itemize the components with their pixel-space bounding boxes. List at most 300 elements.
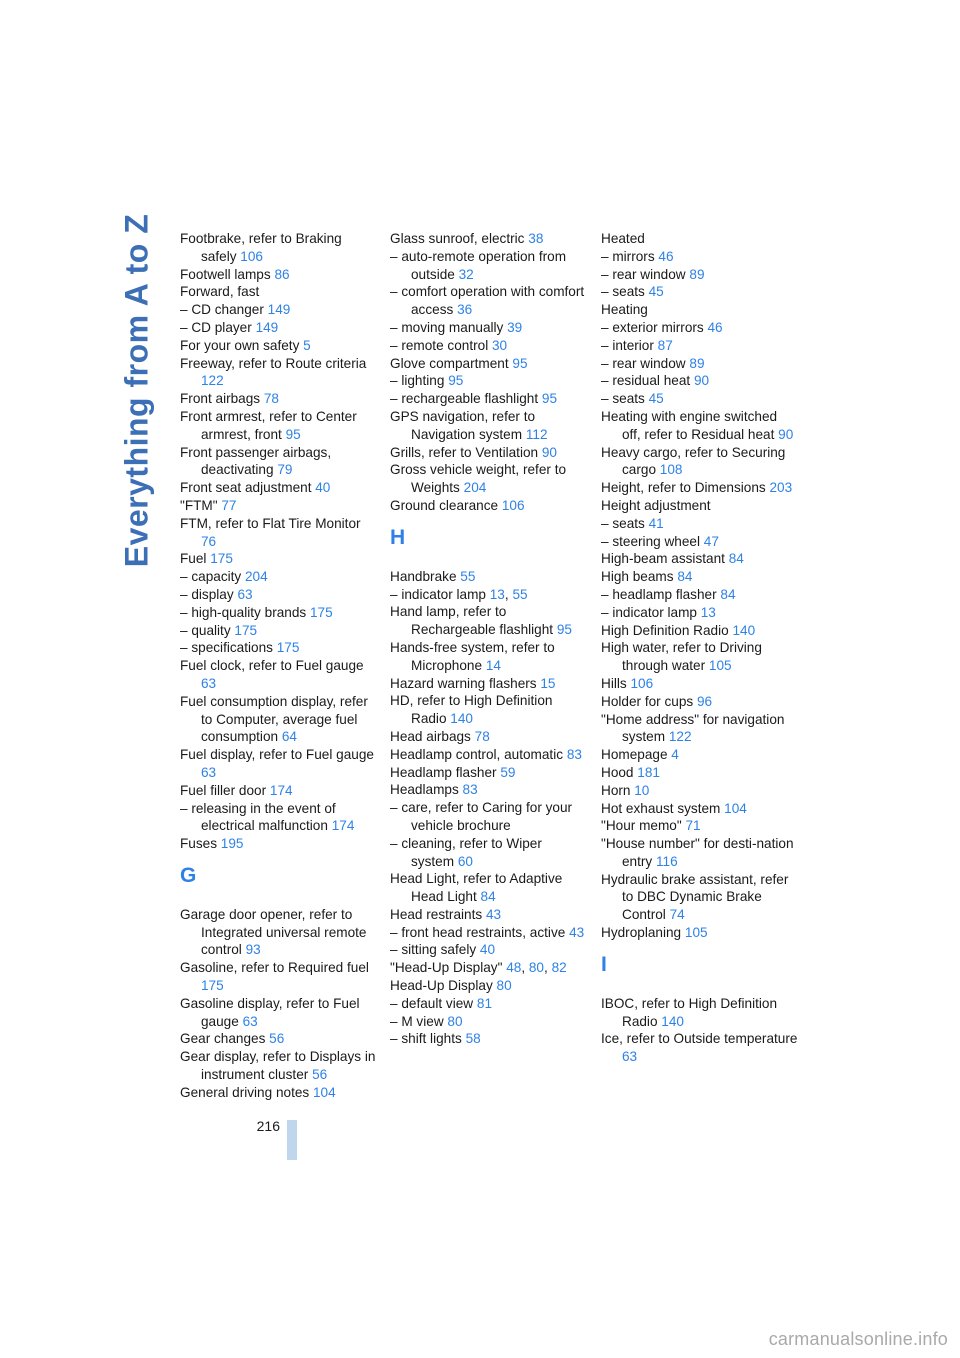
page-reference-link[interactable]: 77 [221,497,237,513]
index-entry [180,515,378,551]
index-entry-term: Height, refer to Dimensions [601,480,770,496]
index-entry [390,248,588,284]
index-entry [390,728,588,746]
index-entry [601,479,799,497]
page-reference-link[interactable]: 175 [276,640,300,656]
index-entry-term: Gross vehicle weight, refer to Weights [390,462,567,496]
index-entry-term: Front airbags [180,391,264,407]
page-reference-link[interactable]: 55 [460,568,476,584]
index-entry-term: Garage door opener, refer to Integrated universal remote control [180,906,367,958]
page-reference-link[interactable]: 204 [463,480,487,496]
page-reference-link[interactable]: 86 [274,266,290,282]
page-reference-link[interactable]: 105 [708,658,732,674]
page-reference-link[interactable]: 104 [313,1084,336,1100]
index-entry-term: Footwell lamps [180,266,275,282]
index-entry [180,995,378,1031]
index-entry-term: – seats [601,391,649,407]
page-reference-link[interactable]: 175 [210,551,233,567]
index-entry [390,924,588,942]
index-entry [601,622,799,640]
index-entry-term: – front head restraints, active [390,924,570,940]
index-entry [390,603,588,639]
index-entry-term: Ground clearance [390,497,502,513]
page-reference-link[interactable]: 122 [201,373,224,389]
index-entry [390,977,588,995]
page-reference-link[interactable]: 140 [661,1013,684,1029]
page-reference-link[interactable]: 95 [448,373,464,389]
index-entry-term: Head restraints [390,906,486,922]
page-reference-link[interactable]: 38 [528,231,544,246]
index-entry-term: FTM, refer to Flat Tire Monitor [180,515,361,531]
index-entry-term: – rechargeable flashlight [390,391,542,407]
index-entry [180,959,378,995]
index-entry-term: Heated [601,231,645,246]
index-entry [601,301,799,319]
page-reference-link[interactable]: 63 [242,1013,258,1029]
page-reference-link[interactable]: 5 [303,337,311,353]
index-entry [180,1048,378,1084]
index-entry-term: Fuses [180,836,221,852]
page-reference-link[interactable]: 79 [277,462,293,478]
page-reference-link[interactable]: 43 [569,924,585,940]
index-entry [180,568,378,586]
index-entry [390,461,588,497]
page-reference-link[interactable]: 41 [648,515,664,531]
index-entry-term: High beams [601,569,678,585]
index-entry-term: Homepage [601,747,672,763]
index-entry [390,870,588,906]
page-reference-link[interactable]: 175 [234,622,258,638]
index-entry [601,533,799,551]
index-entry-term: – indicator lamp [601,604,701,620]
page-reference-link[interactable]: 195 [220,836,244,852]
page-reference-link[interactable]: 14 [485,657,501,673]
index-entry-term: Ice, refer to Outside temperature [601,1031,798,1047]
index-entry-term: Freeway, refer to Route criteria [180,355,367,371]
index-entry-term: Hazard warning flashers [390,675,541,691]
page-reference-link[interactable]: 40 [479,942,496,958]
index-entry-term: "House number" for desti-nation entry [601,836,794,869]
page-reference-link[interactable]: 46 [658,248,674,264]
index-entry [601,319,799,337]
index-entry-term: – exterior mirrors [601,319,708,335]
page-reference-link[interactable]: 80 [496,978,512,994]
page-reference-link[interactable]: 105 [684,925,708,941]
section-letter-heading: H [390,525,406,549]
page-reference-link[interactable]: 45 [648,391,664,407]
page-reference-link[interactable]: 149 [255,319,279,335]
index-entry-term: – specifications [180,640,277,656]
page-reference-link[interactable]: 59 [500,764,516,780]
index-entry-term: – steering wheel [601,533,704,549]
index-entry-term: Heating [601,302,648,318]
index-entry [601,1030,799,1066]
index-entry [601,693,799,711]
index-entry [390,764,588,782]
index-entry-term: High-beam assistant [601,551,729,567]
index-entry-term: Hot exhaust system [601,800,725,816]
index-entry [390,408,588,444]
page-reference-link[interactable]: 95 [541,391,558,407]
index-entry [601,355,799,373]
index-entry-term: Hills [601,675,631,691]
page-reference-link[interactable]: 64 [281,729,297,745]
index-entry-term: Fuel display, refer to Fuel gauge [180,747,374,763]
index-entry-term: Gear changes [180,1031,270,1047]
index-entry [180,444,378,480]
index-entry [390,319,588,337]
index-entry [601,515,799,533]
index-entry-term: "Head-Up Display" [390,960,507,976]
index-entry-term: – care, refer to Caring for your vehicle brochure [390,800,573,833]
section-letter-heading: G [180,863,197,887]
page-reference-link[interactable]: 63 [622,1049,638,1065]
index-entry [601,924,799,942]
page-reference-link[interactable]: 63 [237,586,253,602]
index-entry [180,230,378,266]
page-reference-link[interactable]: 90 [693,373,710,389]
index-entry-term: GPS navigation, refer to Navigation system [390,408,536,442]
index-entry [180,586,378,604]
index-entry [390,372,588,390]
page-reference-link[interactable]: 4 [671,747,679,763]
page-reference-link[interactable]: 84 [728,551,744,567]
index-entry [601,639,799,675]
page-reference-link[interactable]: 116 [656,853,678,869]
index-entry-term: HD, refer to High Definition Radio [390,693,553,727]
index-entry-term: Front passenger airbags, deactivating [180,444,332,478]
page-reference-link[interactable]: 58 [465,1031,481,1047]
index-entry-term: – headlamp flasher [601,586,721,602]
index-entry-term: Gear display, refer to Displays in instrument cluster [180,1049,376,1083]
index-entry-term: Headlamp flasher [390,764,501,780]
index-entry [390,444,588,462]
index-entry [180,800,378,836]
index-entry-term: High water, refer to Driving through water [601,640,762,674]
page-reference-link[interactable]: 203 [769,480,793,496]
page-reference-link[interactable]: 56 [269,1031,285,1047]
page-reference-link[interactable]: 112 [525,426,548,442]
index-entry-term: Height adjustment [601,497,711,513]
index-entry [390,675,588,693]
index-entry-term: Glove compartment [390,355,513,371]
index-entry [601,871,799,924]
index-entry-term: Head airbags [390,728,475,744]
index-entry [180,746,378,782]
index-entry-term: – rear window [601,266,690,282]
index-entry: "Head-Up Display" 48, 80, 82 [390,960,567,976]
index-entry [180,337,378,355]
index-entry-term: Hand lamp, refer to Rechargeable flashlight [390,604,557,638]
section-letter-heading: I [601,952,607,976]
index-entry [390,799,588,835]
index-entry [180,479,378,497]
page-reference-link[interactable]: 95 [556,622,572,638]
index-entry [390,906,588,924]
index-entry-term: – mirrors [601,248,659,264]
index-entry [390,355,588,373]
page-reference-link[interactable]: 106 [630,675,654,691]
page-reference-link[interactable]: 174 [269,782,293,798]
index-entry-term: Fuel filler door [180,782,270,798]
index-entry [601,550,799,568]
page-reference-link[interactable]: 149 [267,302,291,318]
index-entry-term: – M view [390,1013,448,1029]
watermark-text: carmanualsonline.info [768,1329,948,1349]
index-entry-term: Hands-free system, refer to Microphone [390,639,555,673]
index-entry-term: – residual heat [601,373,694,389]
index-entry-term: – comfort operation with comfort access [390,284,585,318]
index-entry-term: High Definition Radio [601,622,733,638]
page-reference-link[interactable]: 84 [480,889,496,905]
page-number-bar [287,1120,297,1160]
index-entry [390,337,588,355]
index-entry [390,995,588,1013]
page-reference-link[interactable]: 84 [677,569,693,585]
page-reference-link[interactable]: 39 [507,319,523,335]
page-reference-link[interactable]: 76 [201,533,217,549]
index-entry [180,266,378,284]
index-entry [601,497,799,515]
index-entry [390,497,588,515]
index-entry [601,604,799,622]
index-entry [390,835,588,871]
index-entry [601,283,799,301]
index-entry [180,550,378,568]
page-reference-link[interactable]: 175 [201,978,224,994]
index-entry [601,764,799,782]
index-entry [180,301,378,319]
index-column-2 [390,230,588,1048]
page-reference-link[interactable]: 71 [685,818,701,834]
page-reference-link[interactable]: 83 [566,746,582,762]
index-entry-term: Heating with engine switched off, refer to Residual heat [601,408,779,442]
page-reference-link[interactable]: 55 [512,586,528,602]
page-reference-link[interactable]: 15 [540,675,556,691]
index-entry-term: – capacity [180,569,245,585]
index-entry [180,1084,378,1102]
page-reference-link[interactable]: 174 [331,818,355,834]
index-entry [180,319,378,337]
index-entry-term: For your own safety [180,337,304,353]
index-entry [180,604,378,622]
index-entry-term: Handbrake [390,568,461,584]
page-reference-link[interactable]: 108 [659,462,683,478]
index-entry-term: Hood [601,764,638,780]
page-reference-link[interactable]: 80 [447,1013,463,1029]
page-reference-link[interactable]: 46 [707,319,723,335]
index-entry [601,408,799,444]
index-entry-term: Fuel [180,551,211,567]
page-reference-link[interactable]: 95 [285,426,301,442]
page-reference-link[interactable]: 87 [657,337,673,353]
index-entry-term: Heavy cargo, refer to Securing cargo [601,444,786,478]
index-entry [601,248,799,266]
index-entry [180,782,378,800]
index-entry-term: Hydroplaning [601,925,685,941]
page-reference-link[interactable]: 95 [512,355,528,371]
index-entry [390,390,588,408]
index-column-1 [180,230,378,1102]
index-entry [390,746,588,764]
page-reference-link[interactable]: 82 [551,960,567,976]
index-entry [180,835,378,853]
page-reference-link[interactable]: 78 [474,728,490,744]
index-entry [180,283,378,301]
page-reference-link[interactable]: 83 [462,782,478,798]
index-entry [601,675,799,693]
index-entry [180,390,378,408]
index-entry-term: "FTM" [180,497,222,513]
index-entry [601,266,799,284]
page-reference-link[interactable]: 47 [703,533,719,549]
page-reference-link[interactable]: 13 [700,604,716,620]
index-entry-term: – seats [601,284,649,300]
index-entry [601,568,799,586]
page-reference-link[interactable]: 90 [541,444,557,460]
index-entry [601,817,799,835]
index-entry-term: Head Light, refer to Adaptive Head Light [390,871,563,905]
page-reference-link[interactable]: 140 [450,711,473,727]
page-reference-link[interactable]: 175 [309,604,333,620]
page-reference-link[interactable]: 48 [506,960,522,976]
index-entry-term: – sitting safely [390,942,480,958]
index-column-3 [601,230,799,1066]
index-entry [390,639,588,675]
page-reference-link[interactable]: 204 [244,569,268,585]
index-entry-term: – default view [390,995,477,1011]
index-entry [390,781,588,799]
page-reference-link[interactable]: 80 [528,960,544,976]
index-entry-term: Front seat adjustment [180,480,316,496]
page-reference-link[interactable]: 106 [501,497,525,513]
page-reference-link[interactable]: 10 [634,782,650,798]
index-entry-term: Headlamp control, automatic [390,746,567,762]
index-entry [601,746,799,764]
page-reference-link[interactable]: 181 [637,764,660,780]
index-entry-term: – CD player [180,319,256,335]
index-entry-term: Footbrake, refer to Braking safely [180,231,342,264]
index-entry-term: – cleaning, refer to Wiper system [390,835,542,869]
index-entry [180,497,378,515]
index-entry [601,230,799,248]
index-entry [390,568,588,586]
index-entry [601,782,799,800]
index-entry-term: Glass sunroof, electric [390,231,529,246]
index-entry-term: Horn [601,782,635,798]
page-reference-link[interactable]: 63 [201,764,217,780]
page-reference-link[interactable]: 89 [689,266,705,282]
page-reference-link[interactable]: 89 [689,355,705,371]
index-entry-term: – moving manually [390,319,508,335]
index-entry-term: Holder for cups [601,693,697,709]
index-entry-term: Headlamps [390,782,463,798]
index-entry [601,390,799,408]
side-chapter-title [118,213,156,567]
index-entry [180,906,378,959]
page-reference-link[interactable]: 84 [720,586,736,602]
page-reference-link[interactable]: 60 [457,853,473,869]
index-entry [390,692,588,728]
index-entry-term: Front armrest, refer to Center armrest, front [180,408,357,442]
index-entry-term: – lighting [390,373,449,389]
index-entry [180,657,378,693]
index-entry [180,639,378,657]
page-reference-link[interactable]: 32 [458,266,474,282]
index-entry [601,800,799,818]
index-entry-term: – indicator lamp [390,586,490,602]
index-entry-term: Forward, fast [180,284,260,300]
index-entry-term: – remote control [390,337,492,353]
index-entry-term: – CD changer [180,302,268,318]
index-entry [390,283,588,319]
index-entry [180,693,378,746]
page-reference-link[interactable]: 96 [696,693,713,709]
page-reference-link[interactable]: 140 [732,622,756,638]
page-reference-link[interactable]: 78 [263,391,279,407]
index-entry-term: Fuel clock, refer to Fuel gauge [180,658,364,674]
page-reference-link[interactable]: 43 [485,906,502,922]
index-entry-term: – display [180,586,238,602]
index-entry-term: IBOC, refer to High Definition Radio [601,995,778,1029]
index-entry-term: Grills, refer to Ventilation [390,444,542,460]
index-entry [601,586,799,604]
index-entry: – indicator lamp 13, 55 [390,586,528,602]
index-entry [180,408,378,444]
index-entry [601,835,799,871]
index-entry [601,711,799,747]
index-entry [180,622,378,640]
page-number: 216 [256,1118,280,1134]
index-entry [601,372,799,390]
page-reference-link[interactable]: 13 [489,586,505,602]
index-entry-term: Gasoline, refer to Required fuel [180,960,369,976]
index-entry [390,941,588,959]
index-entry-term: – seats [601,515,649,531]
page-reference-link[interactable]: 81 [476,995,493,1011]
index-entry-term: "Hour memo" [601,818,686,834]
index-entry-term: Hydraulic brake assistant, refer to DBC Dynamic Brake Control [601,871,789,923]
index-entry-term: Fuel consumption display, refer to Computer, average fuel consumption [180,693,368,745]
index-entry-term: – releasing in the event of electrical malfunction [180,800,336,834]
index-entry [390,1013,588,1031]
page-reference-link[interactable]: 104 [724,800,747,816]
index-entry [601,337,799,355]
page-reference-link[interactable]: 93 [245,942,261,958]
index-entry-term: General driving notes [180,1084,313,1100]
side-chapter-title-text: Everything from A to Z [118,213,155,567]
index-entry [601,444,799,480]
index-entry [180,355,378,391]
index-entry [180,1030,378,1048]
page-reference-link[interactable]: 90 [778,426,794,442]
page-reference-link[interactable]: 36 [457,302,473,318]
page-reference-link[interactable]: 106 [240,248,263,264]
page-reference-link[interactable]: 40 [315,480,331,496]
page-reference-link[interactable]: 74 [669,907,685,923]
index-entry-term: Head-Up Display [390,978,497,994]
index-entry [390,230,588,248]
index-entry-term: "Home address" for navigation system [601,711,785,745]
index-entry-term: – interior [601,337,658,353]
page-reference-link[interactable]: 122 [668,729,692,745]
index-entry-term: – shift lights [390,1031,466,1047]
page-reference-link[interactable]: 63 [201,675,217,691]
page-reference-link[interactable]: 56 [312,1067,328,1083]
page-reference-link[interactable]: 30 [492,337,508,353]
page-reference-link[interactable]: 45 [648,284,664,300]
index-entry-term: – rear window [601,355,690,371]
